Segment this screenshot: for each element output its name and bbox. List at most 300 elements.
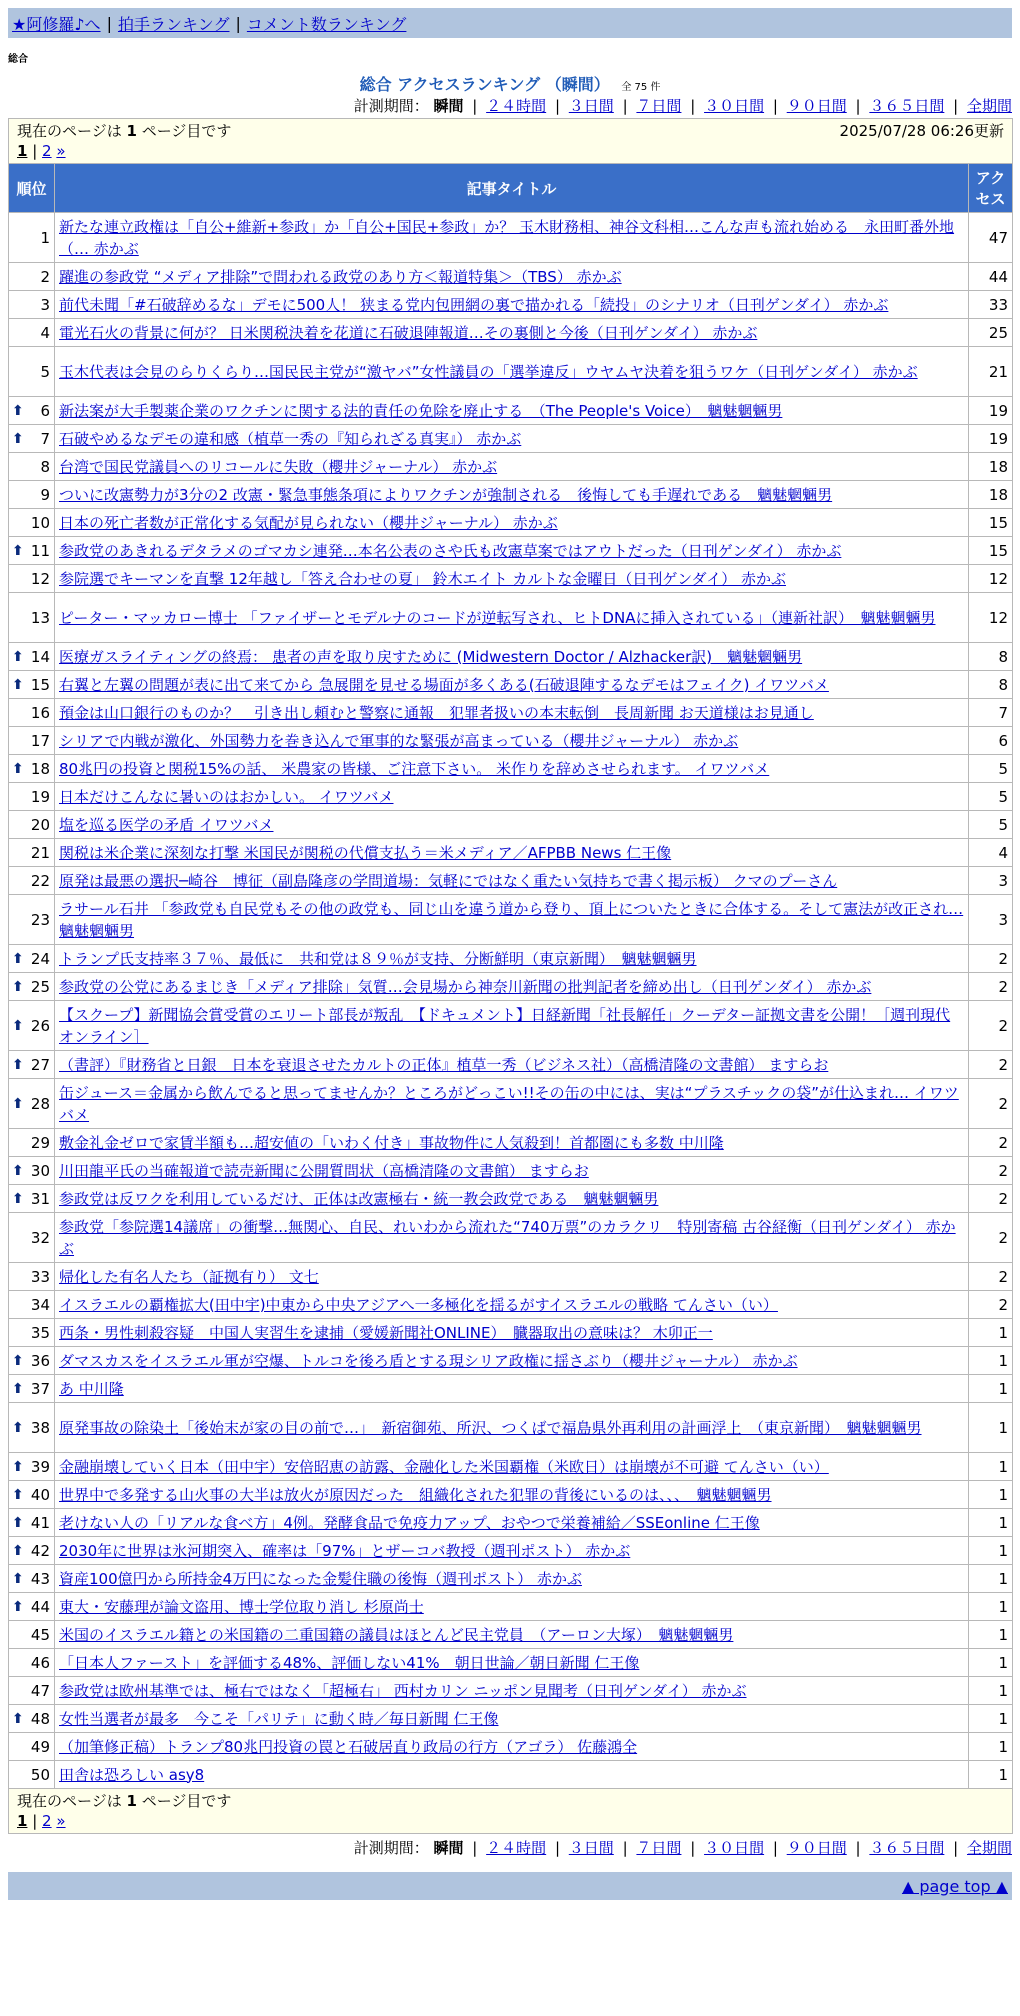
article-title-link[interactable]: 右翼と左翼の問題が表に出て来てから 急展開を見せる場面が多くある(石破退陣するなデモはフェイク) イワツバメ — [59, 675, 829, 694]
article-title-link[interactable]: （加筆修正稿）トランプ80兆円投資の罠と石破居直り政局の行方（アゴラ） 佐藤鴻全 — [59, 1737, 638, 1756]
access-count: 2 — [969, 973, 1013, 1001]
table-row — [9, 1291, 1013, 1319]
rank-number: 47 — [30, 1681, 50, 1700]
table-row — [9, 895, 1013, 945]
article-title-link[interactable]: （書評）『財務省と日銀 日本を衰退させたカルトの正体』植草一秀（ビジネス社）（高橋清隆の文書館） ますらお — [59, 1055, 829, 1074]
article-title-link[interactable]: 医療ガスライティングの終焉： 患者の声を取り戻すために (Midwestern Doctor / Alzhacker訳) 魑魅魍魎男 — [59, 647, 803, 666]
period-link-3d[interactable]: ３日間 — [568, 1839, 614, 1857]
category-label: 総合 — [8, 54, 28, 65]
rank-number: 34 — [30, 1295, 50, 1314]
period-link-365d[interactable]: ３６５日間 — [869, 97, 945, 115]
rank-number: 7 — [40, 429, 50, 448]
rank-number: 45 — [30, 1625, 50, 1644]
page-link-1[interactable]: 1 — [17, 1812, 28, 1830]
rank-number: 5 — [40, 362, 50, 381]
title-cell — [55, 263, 969, 291]
table-row — [9, 1565, 1013, 1593]
period-link-all[interactable]: 全期間 — [966, 97, 1012, 115]
title-cell — [55, 1051, 969, 1079]
period-link-3d[interactable]: ３日間 — [568, 97, 614, 115]
rank-number: 43 — [30, 1569, 50, 1588]
table-row — [9, 1347, 1013, 1375]
access-count: 2 — [969, 1051, 1013, 1079]
up-arrow-icon: ⬆ — [12, 1162, 24, 1179]
table-row — [9, 755, 1013, 783]
access-count: 5 — [969, 783, 1013, 811]
period-link-30d[interactable]: ３０日間 — [704, 97, 765, 115]
article-title-link[interactable]: 西条・男性刺殺容疑 中国人実習生を逮捕（愛媛新聞社ONLINE） 臓器取出の意味は？ 木卯正一 — [59, 1323, 713, 1342]
rank-number: 50 — [30, 1765, 50, 1784]
period-selector-bottom — [8, 1836, 1012, 1860]
article-title-link[interactable]: 田舎は恐ろしい asy8 — [59, 1765, 205, 1784]
rank-cell — [9, 945, 55, 973]
rank-number: 27 — [30, 1055, 50, 1074]
article-title-link[interactable]: 塩を巡る医学の矛盾 イワツバメ — [59, 815, 274, 834]
title-cell — [55, 1621, 969, 1649]
access-count: 12 — [969, 593, 1013, 643]
title-cell — [55, 1347, 969, 1375]
table-row — [9, 397, 1013, 425]
title-cell — [55, 783, 969, 811]
period-link-7d[interactable]: ７日間 — [636, 97, 682, 115]
access-count: 2 — [969, 1263, 1013, 1291]
rank-number: 30 — [30, 1161, 50, 1180]
table-row — [9, 783, 1013, 811]
article-title-link[interactable]: ついに改憲勢力が3分の2 改憲・緊急事態条項によりワクチンが強制される 後悔しても手遅れである 魑魅魍魎男 — [59, 485, 833, 504]
table-row — [9, 509, 1013, 537]
period-separator: | — [554, 1839, 560, 1857]
article-title-link[interactable]: 玉木代表は会見のらりくらり…国民民主党が“激ヤバ”女性議員の「選挙違反」ウヤムヤ決着を狙うワケ（日刊ゲンダイ） 赤かぶ — [59, 362, 918, 381]
up-arrow-icon: ⬆ — [12, 430, 24, 447]
nav-comment-ranking-link[interactable]: コメント数ランキング — [246, 14, 407, 34]
period-current: 瞬間 — [433, 1839, 464, 1857]
access-count: 2 — [969, 1213, 1013, 1263]
rank-cell — [9, 839, 55, 867]
title-cell — [55, 973, 969, 1001]
rank-number: 36 — [30, 1351, 50, 1370]
table-row — [9, 1185, 1013, 1213]
access-count: 15 — [969, 509, 1013, 537]
article-title-link[interactable]: 預金は山口銀行のものか？ 引き出し頼むと警察に通報 犯罪者扱いの本末転倒 長周新聞 お天道様はお見通し — [59, 703, 814, 722]
title-cell — [55, 1079, 969, 1129]
article-title-link[interactable]: 「日本人ファースト」を評価する48%、評価しない41% 朝日世論／朝日新聞 仁王像 — [59, 1653, 640, 1672]
rank-number: 14 — [30, 647, 50, 666]
title-cell — [55, 1157, 969, 1185]
rank-cell — [9, 1129, 55, 1157]
rank-cell — [9, 1509, 55, 1537]
access-count: 33 — [969, 291, 1013, 319]
access-count: 2 — [969, 1129, 1013, 1157]
article-title-link[interactable]: トランプ氏支持率３７％、最低に 共和党は８９％が支持、分断鮮明（東京新聞） 魑魅魍魎男 — [59, 949, 697, 968]
table-row — [9, 945, 1013, 973]
access-count: 1 — [969, 1593, 1013, 1621]
period-separator: | — [690, 1839, 696, 1857]
title-cell — [55, 755, 969, 783]
table-row — [9, 537, 1013, 565]
period-link-all[interactable]: 全期間 — [966, 1839, 1012, 1857]
article-title-link[interactable]: 資産100億円から所持金4万円になった金髪住職の後悔（週刊ポスト） 赤かぶ — [59, 1569, 582, 1588]
access-count: 12 — [969, 565, 1013, 593]
period-separator: | — [554, 97, 560, 115]
title-cell — [55, 699, 969, 727]
period-separator: | — [855, 97, 861, 115]
period-link-90d[interactable]: ９０日間 — [786, 1839, 847, 1857]
rank-cell — [9, 671, 55, 699]
article-title-link[interactable]: 参政党のあきれるデタラメのゴマカシ連発…本名公表のさや氏も改憲草案ではアウトだった（日刊ゲンダイ） 赤かぶ — [59, 541, 842, 560]
table-row — [9, 839, 1013, 867]
page-top-link[interactable]: ▲ page top ▲ — [901, 1876, 1008, 1896]
article-title-link[interactable]: 原発は最悪の選択─崎谷 博征（副島隆彦の学問道場：気軽にではなく重たい気持ちで書く掲示板） クマのプーさん — [59, 871, 838, 890]
access-count: 1 — [969, 1509, 1013, 1537]
rank-cell — [9, 397, 55, 425]
rank-cell — [9, 1733, 55, 1761]
up-arrow-icon: ⬆ — [12, 1486, 24, 1503]
up-arrow-icon: ⬆ — [12, 950, 24, 967]
article-title-link[interactable]: 新法案が大手製薬企業のワクチンに関する法的責任の免除を廃止する （The People's Voice） 魑魅魍魎男 — [59, 401, 783, 420]
table-row — [9, 1677, 1013, 1705]
table-row — [9, 1375, 1013, 1403]
rank-cell — [9, 319, 55, 347]
rank-number: 16 — [30, 703, 50, 722]
rank-number: 35 — [30, 1323, 50, 1342]
article-title-link[interactable]: 女性当選者が最多 今こそ「パリテ」に動く時／毎日新聞 仁王像 — [59, 1709, 499, 1728]
rank-number: 12 — [30, 569, 50, 588]
title-cell — [55, 1677, 969, 1705]
table-row — [9, 1733, 1013, 1761]
access-count: 4 — [969, 839, 1013, 867]
page-link-2[interactable]: 2 — [42, 1812, 52, 1830]
table-row — [9, 1129, 1013, 1157]
rank-cell — [9, 291, 55, 319]
title-cell — [55, 1705, 969, 1733]
rank-cell — [9, 1001, 55, 1051]
article-title-link[interactable]: 参政党は欧州基準では、極右ではなく「超極右」 西村カリン ニッポン見聞考（日刊ゲンダイ） 赤かぶ — [59, 1681, 747, 1700]
period-separator: | — [622, 97, 628, 115]
ranking-rows — [9, 213, 1013, 1789]
ranking-table — [8, 118, 1013, 1834]
title-cell — [55, 1509, 969, 1537]
period-link-30d[interactable]: ３０日間 — [704, 1839, 765, 1857]
rank-number: 21 — [30, 843, 50, 862]
rank-number: 9 — [40, 485, 50, 504]
table-row — [9, 1649, 1013, 1677]
title-cell — [55, 397, 969, 425]
table-row — [9, 347, 1013, 397]
article-title-link[interactable]: 米国のイスラエル籍との米国籍の二重国籍の議員はほとんど民主党員 （アーロン大塚） 魑魅魍魎男 — [59, 1625, 734, 1644]
table-row — [9, 973, 1013, 1001]
rank-number: 1 — [40, 228, 50, 247]
rank-cell — [9, 895, 55, 945]
ranking-title: 総合 アクセスランキング （瞬間） — [359, 75, 610, 94]
period-label: 計測期間： — [353, 1839, 429, 1857]
article-title-link[interactable]: あ 中川隆 — [59, 1379, 124, 1398]
rank-number: 23 — [30, 910, 50, 929]
up-arrow-icon: ⬆ — [12, 1352, 24, 1369]
rank-cell — [9, 1213, 55, 1263]
rank-cell — [9, 643, 55, 671]
table-row — [9, 1079, 1013, 1129]
page-link-2[interactable]: 2 — [42, 142, 52, 160]
rank-number: 49 — [30, 1737, 50, 1756]
up-arrow-icon: ⬆ — [12, 1056, 24, 1073]
access-count: 2 — [969, 1157, 1013, 1185]
article-title-link[interactable]: 日本の死亡者数が正常化する気配が見られない（櫻井ジャーナル） 赤かぶ — [59, 513, 558, 532]
table-row — [9, 291, 1013, 319]
table-row — [9, 263, 1013, 291]
period-selector-top — [8, 94, 1012, 118]
access-count: 1 — [969, 1649, 1013, 1677]
next-page-link[interactable]: » — [56, 142, 66, 160]
up-arrow-icon: ⬆ — [12, 1598, 24, 1615]
rank-number: 44 — [30, 1597, 50, 1616]
rank-cell — [9, 1677, 55, 1705]
rank-number: 28 — [30, 1094, 50, 1113]
title-cell — [55, 1565, 969, 1593]
article-title-link[interactable]: 老けない人の「リアルな食べ方」4例。発酵食品で免疫力アップ、おやつで栄養補給／SSEonline 仁王像 — [59, 1513, 760, 1532]
table-row — [9, 319, 1013, 347]
rank-number: 18 — [30, 759, 50, 778]
title-cell — [55, 671, 969, 699]
table-row — [9, 1051, 1013, 1079]
page-link-1[interactable]: 1 — [17, 142, 28, 160]
rank-number: 25 — [30, 977, 50, 996]
up-arrow-icon: ⬆ — [12, 1542, 24, 1559]
rank-number: 39 — [30, 1457, 50, 1476]
article-title-link[interactable]: 【スクープ】新聞協会賞受賞のエリート部長が叛乱 【ドキュメント】日経新聞「社長解任」クーデター証拠文書を公開！［週刊現代オンライン］ — [59, 1005, 951, 1046]
period-link-7d[interactable]: ７日間 — [636, 1839, 682, 1857]
title-cell — [55, 1213, 969, 1263]
pager-top — [9, 119, 1013, 164]
rank-cell — [9, 1375, 55, 1403]
title-cell — [55, 1291, 969, 1319]
title-cell — [55, 1537, 969, 1565]
article-title-link[interactable]: ラサール石井 「参政党も自民党もその他の政党も、同じ山を違う道から登り、頂上についたときに合体する。そして憲法が改正され… 魑魅魍魎男 — [59, 899, 964, 940]
nav-asyura-home-link[interactable]: ★阿修羅♪へ — [12, 14, 101, 34]
rank-cell — [9, 973, 55, 1001]
bottom-bar — [8, 1872, 1012, 1900]
page-separator: | — [32, 1812, 43, 1830]
rank-number: 48 — [30, 1709, 50, 1728]
access-count: 2 — [969, 1291, 1013, 1319]
pager-bottom — [9, 1789, 1013, 1834]
title-cell — [55, 1263, 969, 1291]
title-cell — [55, 1403, 969, 1453]
access-count: 3 — [969, 895, 1013, 945]
access-count: 25 — [969, 319, 1013, 347]
next-page-link[interactable]: » — [56, 1812, 66, 1830]
period-separator: | — [690, 97, 696, 115]
rank-cell — [9, 699, 55, 727]
up-arrow-icon: ⬆ — [12, 1710, 24, 1727]
article-title-link[interactable]: 前代未聞「#石破辞めるな」デモに500人！ 狭まる党内包囲網の裏で描かれる「続投」のシナリオ（日刊ゲンダイ） 赤かぶ — [59, 295, 889, 314]
rank-number: 37 — [30, 1379, 50, 1398]
rank-number: 33 — [30, 1267, 50, 1286]
rank-number: 2 — [40, 267, 50, 286]
table-row — [9, 1263, 1013, 1291]
period-link-24h[interactable]: ２４時間 — [486, 1839, 547, 1857]
period-separator: | — [772, 1839, 778, 1857]
rank-cell — [9, 481, 55, 509]
period-current: 瞬間 — [433, 97, 464, 115]
period-link-24h[interactable]: ２４時間 — [486, 97, 547, 115]
article-title-link[interactable]: 参政党「参院選14議席」の衝撃…無関心、自民、れいわから流れた“740万票”のカラクリ 特別寄稿 古谷経衡（日刊ゲンダイ） 赤かぶ — [59, 1217, 956, 1258]
access-count: 2 — [969, 945, 1013, 973]
up-arrow-icon: ⬆ — [12, 402, 24, 419]
rank-number: 19 — [30, 787, 50, 806]
access-count: 3 — [969, 867, 1013, 895]
table-row — [9, 1403, 1013, 1453]
article-title-link[interactable]: 躍進の参政党 “メディア排除”で問われる政党のあり方＜報道特集＞（TBS） 赤かぶ — [59, 267, 622, 286]
title-cell — [55, 565, 969, 593]
period-separator: | — [472, 97, 478, 115]
article-title-link[interactable]: 石破やめるなデモの違和感（植草一秀の『知られざる真実』） 赤かぶ — [59, 429, 522, 448]
rank-number: 11 — [30, 541, 50, 560]
access-count: 2 — [969, 1079, 1013, 1129]
article-title-link[interactable]: ダマスカスをイスラエル軍が空爆、トルコを後ろ盾とする現シリア政権に揺さぶり（櫻井ジャーナル） 赤かぶ — [59, 1351, 798, 1370]
article-title-link[interactable]: 参院選でキーマンを直撃 12年越し「答え合わせの夏」 鈴木エイト カルトな金曜日（日刊ゲンダイ） 赤かぶ — [59, 569, 786, 588]
table-row — [9, 1157, 1013, 1185]
article-title-link[interactable]: 台湾で国民党議員へのリコールに失敗（櫻井ジャーナル） 赤かぶ — [59, 457, 498, 476]
nav-separator: | — [106, 13, 112, 33]
rank-number: 26 — [30, 1016, 50, 1035]
up-arrow-icon: ⬆ — [12, 1380, 24, 1397]
period-separator: | — [772, 97, 778, 115]
rank-number: 41 — [30, 1513, 50, 1532]
title-cell — [55, 593, 969, 643]
article-title-link[interactable]: 日本だけこんなに暑いのはおかしい。 イワツバメ — [59, 787, 394, 806]
up-arrow-icon: ⬆ — [12, 648, 24, 665]
title-cell — [55, 643, 969, 671]
table-row — [9, 643, 1013, 671]
access-header: アクセス — [969, 164, 1013, 213]
article-title-link[interactable]: シリアで内戦が激化、外国勢力を巻き込んで軍事的な緊張が高まっている（櫻井ジャーナル） 赤かぶ — [59, 731, 739, 750]
rank-number: 46 — [30, 1653, 50, 1672]
rank-cell — [9, 1593, 55, 1621]
up-arrow-icon: ⬆ — [12, 1570, 24, 1587]
title-cell — [55, 1129, 969, 1157]
table-row — [9, 867, 1013, 895]
access-count: 15 — [969, 537, 1013, 565]
rank-number: 40 — [30, 1485, 50, 1504]
article-title-link[interactable]: 帰化した有名人たち（証拠有り） 文七 — [59, 1267, 319, 1286]
rank-number: 32 — [30, 1228, 50, 1247]
access-count: 1 — [969, 1761, 1013, 1789]
period-label: 計測期間： — [353, 97, 429, 115]
rank-cell — [9, 1649, 55, 1677]
up-arrow-icon: ⬆ — [12, 1419, 24, 1436]
rank-cell — [9, 509, 55, 537]
rank-cell — [9, 1565, 55, 1593]
title-header: 記事タイトル — [55, 164, 969, 213]
rank-cell — [9, 1403, 55, 1453]
table-row — [9, 1761, 1013, 1789]
access-count: 1 — [969, 1481, 1013, 1509]
access-count: 2 — [969, 1185, 1013, 1213]
table-row — [9, 425, 1013, 453]
title-cell — [55, 1453, 969, 1481]
table-row — [9, 593, 1013, 643]
title-cell — [55, 319, 969, 347]
rank-number: 3 — [40, 295, 50, 314]
title-cell — [55, 1319, 969, 1347]
up-arrow-icon: ⬆ — [12, 760, 24, 777]
access-count: 21 — [969, 347, 1013, 397]
rank-number: 10 — [30, 513, 50, 532]
table-row — [9, 1593, 1013, 1621]
up-arrow-icon: ⬆ — [12, 978, 24, 995]
article-title-link[interactable]: 2030年に世界は氷河期突入、確率は「97%」とザーコバ教授（週刊ポスト） 赤かぶ — [59, 1541, 631, 1560]
article-title-link[interactable]: 東大・安藤理が論文盗用、博士学位取り消し 杉原尚士 — [59, 1597, 424, 1616]
access-count: 44 — [969, 263, 1013, 291]
rank-number: 22 — [30, 871, 50, 890]
article-title-link[interactable]: 新たな連立政権は「自公+維新+参政」か「自公+国民+参政」か？ 玉木財務相、神谷文科相…こんな声も流れ始める 永田町番外地（… 赤かぶ — [59, 217, 955, 258]
page-separator: | — [32, 142, 43, 160]
article-title-link[interactable]: 参政党は反ワクを利用しているだけ、正体は改憲極右・統一教会政党である 魑魅魍魎男 — [59, 1189, 659, 1208]
article-title-link[interactable]: ピーター・マッカロー博士 「ファイザーとモデルナのコードが逆転写され、ヒトDNAに挿入されている」（連新社訳） 魑魅魍魎男 — [59, 608, 936, 627]
access-count: 18 — [969, 481, 1013, 509]
nav-applause-ranking-link[interactable]: 拍手ランキング — [117, 14, 230, 34]
title-cell — [55, 867, 969, 895]
title-cell — [55, 347, 969, 397]
article-title-link[interactable]: 関税は米企業に深刻な打撃 米国民が関税の代償支払う＝米メディア／AFPBB News 仁王像 — [59, 843, 672, 862]
access-count: 1 — [969, 1375, 1013, 1403]
rank-number: 38 — [30, 1418, 50, 1437]
rank-number: 20 — [30, 815, 50, 834]
rank-number: 13 — [30, 608, 50, 627]
rank-cell — [9, 1761, 55, 1789]
up-arrow-icon: ⬆ — [12, 1095, 24, 1112]
rank-number: 24 — [30, 949, 50, 968]
access-count: 19 — [969, 397, 1013, 425]
rank-cell — [9, 867, 55, 895]
rank-cell — [9, 1481, 55, 1509]
rank-cell — [9, 727, 55, 755]
table-row — [9, 727, 1013, 755]
article-title-link[interactable]: 川田龍平氏の当確報道で読売新聞に公開質問状（高橋清隆の文書館） ますらお — [59, 1161, 589, 1180]
article-title-link[interactable]: 敷金礼金ゼロで家賃半額も…超安値の「いわく付き」事故物件に人気殺到！首都圏にも多数 中川隆 — [59, 1133, 724, 1152]
access-count: 1 — [969, 1347, 1013, 1375]
rank-cell — [9, 1453, 55, 1481]
title-cell — [55, 895, 969, 945]
article-title-link[interactable]: 原発事故の除染土「後始末が家の目の前で…」 新宿御苑、所沢、つくばで福島県外再利用の計画浮上 （東京新聞） 魑魅魍魎男 — [59, 1418, 922, 1437]
top-navigation — [8, 8, 1012, 38]
access-count: 1 — [969, 1677, 1013, 1705]
article-title-link[interactable]: 金融崩壊していく日本（田中宇）安倍昭恵の訪露、金融化した米国覇権（米欧日）は崩壊が不可避 てんさい（い） — [59, 1457, 829, 1476]
period-link-365d[interactable]: ３６５日間 — [869, 1839, 945, 1857]
current-page-text: 現在のページは 1 ページ目です — [17, 1792, 232, 1810]
article-title-link[interactable]: 缶ジュース＝金属から飲んでると思ってませんか？ところがどっこい!!その缶の中には、実は“プラスチックの袋”が仕込まれ… イワツバメ — [59, 1083, 959, 1124]
period-link-90d[interactable]: ９０日間 — [786, 97, 847, 115]
ranking-count: 全 75 件 — [621, 82, 661, 93]
article-title-link[interactable]: 参政党の公党にあるまじき「メディア排除」気質…会見場から神奈川新聞の批判記者を締め出し（日刊ゲンダイ） 赤かぶ — [59, 977, 872, 996]
article-title-link[interactable]: 世界中で多発する山火事の大半は放火が原因だった 組織化された犯罪の背後にいるのは、、、 魑魅魍魎男 — [59, 1485, 772, 1504]
rank-cell — [9, 263, 55, 291]
period-separator: | — [855, 1839, 861, 1857]
rank-cell — [9, 1263, 55, 1291]
rank-number: 4 — [40, 323, 50, 342]
title-cell — [55, 213, 969, 263]
article-title-link[interactable]: イスラエルの覇権拡大(田中宇)中東から中央アジアへ一多極化を揺るがすイスラエルの戦略 てんさい（い） — [59, 1295, 778, 1314]
title-cell — [55, 727, 969, 755]
article-title-link[interactable]: 80兆円の投資と関税15%の話、 米農家の皆様、ご注意下さい。 米作りを辞めさせられます。 イワツバメ — [59, 759, 770, 778]
table-row — [9, 699, 1013, 727]
title-cell — [55, 1649, 969, 1677]
title-cell — [55, 291, 969, 319]
access-count: 1 — [969, 1319, 1013, 1347]
up-arrow-icon: ⬆ — [12, 1017, 24, 1034]
article-title-link[interactable]: 電光石火の背景に何が？ 日米関税決着を花道に石破退陣報道…その裏側と今後（日刊ゲンダイ） 赤かぶ — [59, 323, 758, 342]
rank-cell — [9, 1347, 55, 1375]
